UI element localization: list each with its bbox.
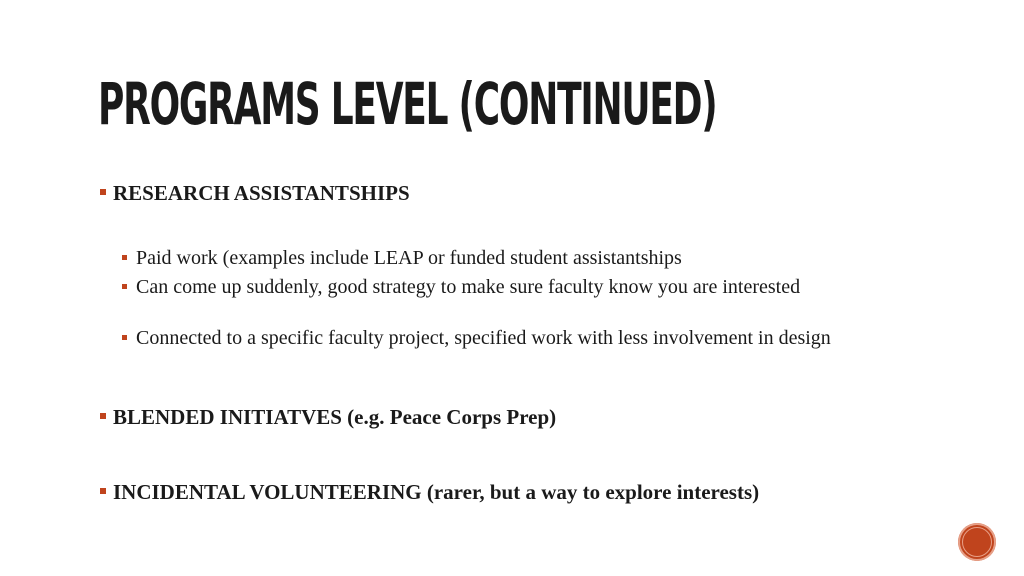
subitem-connected: Connected to a specific faculty project, specified work with less involvement in design [136, 327, 831, 349]
sub-bullet-icon [122, 335, 127, 340]
bullet-incidental-volunteering: INCIDENTAL VOLUNTEERING (rarer, but a way to explore interests) [113, 480, 760, 504]
slide-title: PROGRAMS LEVEL (CONTINUED) [98, 70, 717, 138]
subitem-can-come-up: Can come up suddenly, good strategy to make sure faculty know you are interested [136, 276, 801, 298]
bullet-icon [100, 189, 106, 195]
sub-bullet-icon [122, 284, 127, 289]
bullet-research-assistantships: RESEARCH ASSISTANTSHIPS [113, 181, 410, 205]
slide-number-badge [958, 523, 996, 561]
badge-ring [962, 527, 992, 557]
bullet-icon [100, 413, 106, 419]
bullet-icon [100, 488, 106, 494]
subitem-paid-work: Paid work (examples include LEAP or funded student assistantships [136, 247, 682, 269]
sub-bullet-icon [122, 255, 127, 260]
bullet-blended-initiatives: BLENDED INITIATVES (e.g. Peace Corps Prep) [113, 405, 557, 429]
